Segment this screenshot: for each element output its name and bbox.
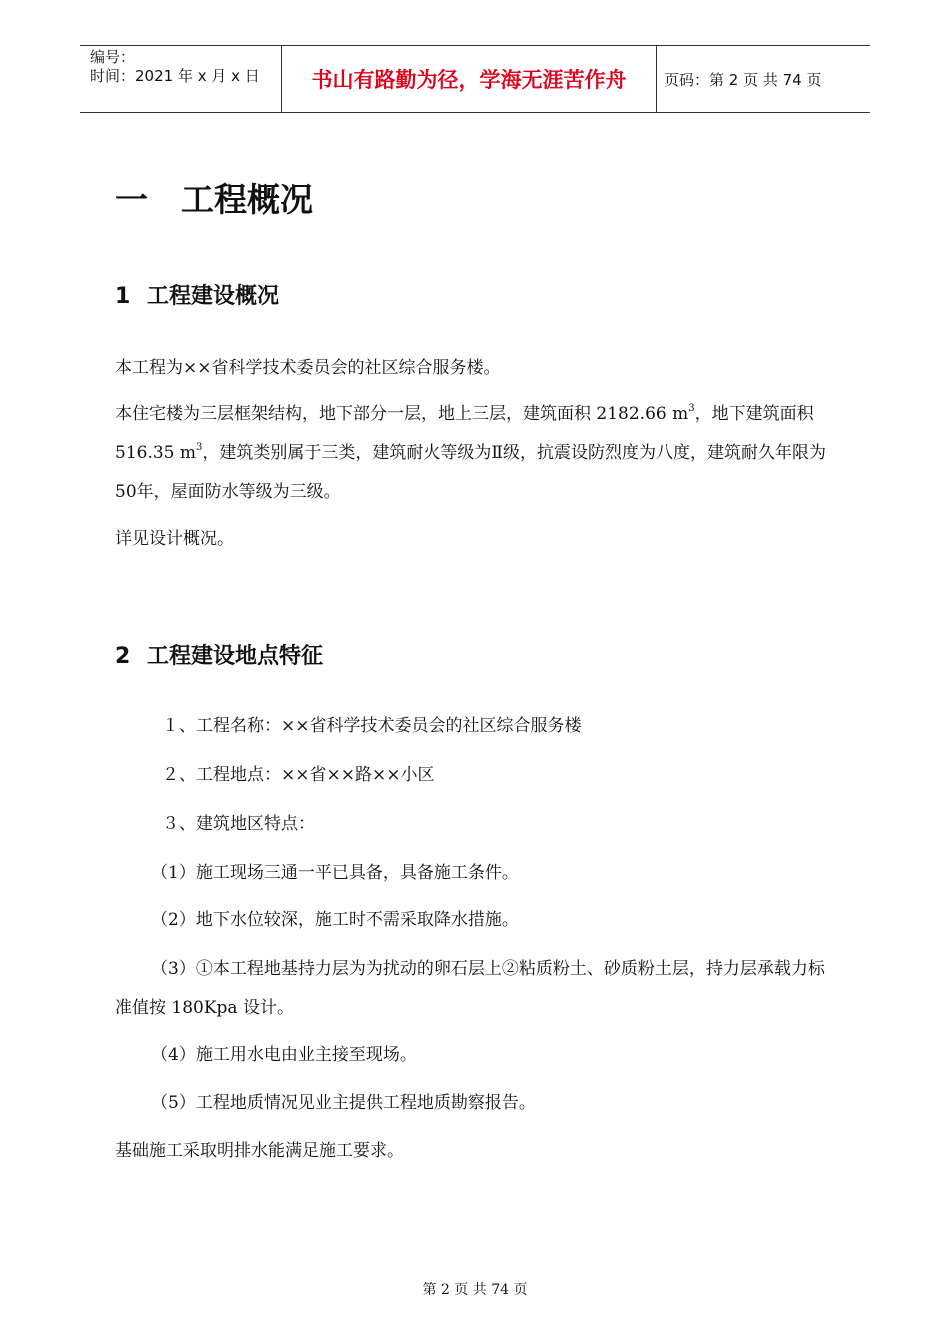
list-item: ３、建筑地区特点： [162, 814, 315, 834]
superscript: 3 [688, 403, 695, 414]
header-meta [90, 48, 260, 86]
paragraph-text: ，建筑类别属于三类，建筑耐火等级为Ⅱ级，抗震设防烈度为八度，建筑耐久年限为50年，屋面防水等级为三级。 [115, 443, 826, 502]
paragraph-text: ，地下建筑面积 516.35 m [115, 404, 814, 463]
header-top-rule [80, 45, 870, 46]
header-bottom-rule [80, 112, 870, 113]
section-heading [115, 281, 279, 313]
section-number: 2 [115, 644, 131, 669]
section-title: 工程建设地点特征 [147, 644, 324, 669]
header-divider [656, 45, 657, 112]
section-number: 1 [115, 284, 131, 309]
superscript: 3 [196, 442, 203, 453]
list-item: （1）施工现场三通一平已具备，具备施工条件。 [151, 863, 519, 883]
paragraph [115, 395, 840, 512]
paragraph: 详见设计概况。 [115, 529, 234, 549]
header-page-info: 页码：第 2 页 共 74 页 [664, 71, 822, 89]
list-item: ２、工程地点：××省××路××小区 [162, 765, 435, 785]
chapter-heading [115, 176, 313, 224]
list-item: （3）①本工程地基持力层为为扰动的卵石层上②粘质粉土、砂质粉土层，持力层承载力标准值按 180Kpa 设计。 [115, 959, 825, 1018]
serial-number-label: 编号： [90, 48, 136, 66]
paragraph: 本工程为××省科学技术委员会的社区综合服务楼。 [115, 358, 501, 378]
chapter-number: 一 [115, 180, 148, 219]
section-heading [115, 641, 323, 673]
list-item: （5）工程地质情况见业主提供工程地质勘察报告。 [151, 1093, 536, 1113]
list-item: １、工程名称：××省科学技术委员会的社区综合服务楼 [162, 716, 582, 736]
page-footer: 第 2 页 共 74 页 [422, 1282, 528, 1298]
section-title: 工程建设概况 [147, 284, 280, 309]
header-motto: 书山有路勤为径，学海无涯苦作舟 [311, 68, 627, 92]
paragraph-text: 本住宅楼为三层框架结构，地下部分一层，地上三层，建筑面积 2182.66 m [115, 404, 689, 424]
date-line: 时间：2021 年 x 月 x 日 [90, 67, 260, 85]
list-item: （2）地下水位较深，施工时不需采取降水措施。 [151, 910, 519, 930]
chapter-title: 工程概况 [181, 180, 313, 219]
paragraph: 基础施工采取明排水能满足施工要求。 [115, 1141, 404, 1161]
list-item: （4）施工用水电由业主接至现场。 [151, 1045, 417, 1065]
